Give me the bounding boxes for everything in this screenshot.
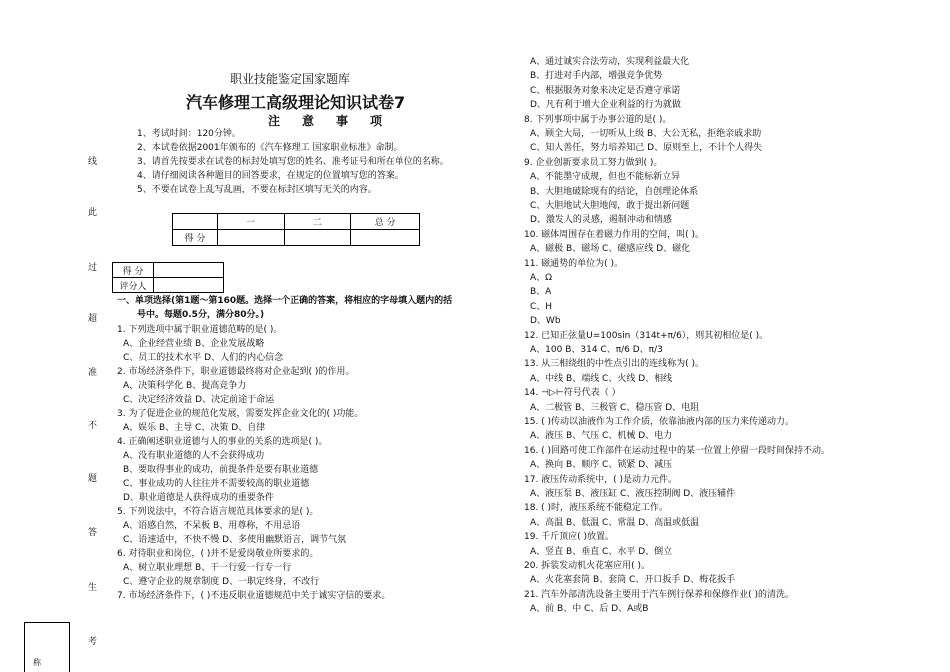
answer-option: A、企业经营业绩 B、企业发展战略 [123,339,265,349]
score-cell[interactable] [351,230,420,246]
answer-option: A、不能墨守成规，但也不能标新立异 [530,172,681,183]
question-text: 7. 市场经济条件下，( )不违反职业道德规范中关于诚实守信的要求。 [117,591,391,601]
margin-char: 准 [88,368,98,378]
answer-option: A、树立职业理想 B、干一行爱一行专一行 [123,563,292,573]
answer-option: C、事业成功的人往往并不需要较高的职业道德 [123,479,310,489]
answer-option: C、根据服务对象来决定是否遵守承诺 [530,85,681,96]
answer-option: B、要取得事业的成功，前提条件是要有职业道德 [123,465,319,475]
name-box [24,622,70,672]
question-text: 2. 市场经济条件下，职业道德最终将对企业起到( )的作用。 [117,367,355,377]
answer-option: D、职业道德是人获得成功的重要条件 [123,493,274,503]
answer-option: D、Wb [530,316,561,327]
answer-option: C、员工的技术水平 D、人们的内心信念 [123,353,284,363]
score-row-label: 得 分 [173,230,218,246]
answer-option: A、竖直 B、垂直 C、水平 D、倒立 [530,546,673,557]
score-cell[interactable] [284,230,351,246]
grader-score-label: 得 分 [113,263,154,278]
answer-option: D、激发人的灵感，遏制冲动和情感 [530,215,672,226]
answer-option: A、没有职业道德的人不会获得成功 [123,451,265,461]
grader-name-cell[interactable] [154,278,224,293]
exam-org-title: 职业技能鉴定国家题库 [230,72,351,86]
question-text: 14. ⊣▷⊢符号代表（ ） [524,388,621,399]
name-box-label: 称 [33,658,41,667]
answer-option: A、Ω [530,273,553,283]
grader-score-cell[interactable] [154,263,224,278]
question-text: 15. ( )传动以油液作为工作介质，依靠油液内部的压力来传递动力。 [524,417,795,427]
question-text: 11. 磁通势的单位为( )。 [524,258,624,269]
question-text: 12. 已知正弦量U=100sin（314t+π/6），则其初相位是( )。 [524,330,769,341]
note-item: 2、本试卷依据2001年颁布的《汽车修理工 国家职业标准》命制。 [137,143,403,153]
notes-heading: 注意事项 [268,114,405,128]
answer-option: A、磁极 B、磁场 C、磁感应线 D、磁化 [530,244,691,255]
answer-option: A、语感自然，不呆板 B、用尊称，不用忌语 [123,521,301,531]
note-item: 3、请首先按要求在试卷的标封处填写您的姓名、准考证号和所在单位的名称。 [137,157,449,167]
score-header-1: 一 [217,214,284,230]
answer-option: A、中线 B、端线 C、火线 D、相线 [530,373,673,384]
question-text: 10. 磁体周围存在着磁力作用的空间，叫( )。 [524,229,705,240]
question-text: 16. ( )回路可使工作部件在运动过程中的某一位置上停留一段时间保持不动。 [524,445,831,456]
grader-table [112,262,224,293]
margin-char: 题 [88,474,98,484]
binding-margin [0,0,100,671]
score-cell[interactable] [217,230,284,246]
question-text: 6. 对待职业和岗位，( )并不是爱岗敬业所要求的。 [117,549,319,559]
answer-option: C、语速适中，不快不慢 D、多使用幽默语言，调节气氛 [123,535,347,545]
question-text: 1. 下列选项中属于职业道德范畴的是( )。 [117,325,283,335]
section-title-cont: 号中。每题0.5分，满分80分。) [137,310,265,320]
margin-char: 线 [88,157,98,167]
margin-char: 答 [88,528,98,538]
margin-char: 考 [88,637,98,647]
score-header-2: 二 [284,214,351,230]
margin-char: 过 [88,263,98,273]
answer-option: A、液压泵 B、液压缸 C、液压控制阀 D、液压辅件 [530,489,736,499]
question-text: 21. 汽车外部清洗设备主要用于汽车例行保养和保修作业( )的清洗。 [524,589,795,600]
answer-option: B、A [530,287,552,298]
margin-char: 超 [88,314,98,324]
answer-option: C、H [530,301,553,312]
score-header-blank [173,214,218,230]
question-text: 17. 液压传动系统中，( )是动力元件。 [524,474,678,485]
answer-option: A、火花塞套筒 B、套筒 C、开口扳手 D、梅花扳手 [530,575,736,586]
margin-char: 生 [88,583,98,593]
question-text: 8. 下列事项中属于办事公道的是( )。 [524,114,672,125]
margin-char: 不 [88,421,98,431]
note-item: 5、不要在试卷上乱写乱画，不要在标封区填写无关的内容。 [137,185,377,195]
answer-option: C、决定经济效益 D、决定前途于命运 [123,395,275,405]
section-title: 一、单项选择(第1题～第160题。选择一个正确的答案，将相应的字母填入题内的括 [117,296,453,306]
answer-option: A、二极管 B、三极管 C、稳压管 D、电阻 [530,402,700,413]
answer-option: C、大胆地试大胆地闯，敢于提出新问题 [530,201,690,211]
margin-char: 此 [88,208,98,218]
answer-option: A、100 B、314 C、π/6 D、π/3 [530,345,663,355]
answer-option: C、遵守企业的规章制度 D、一职定终身，不改行 [123,577,320,587]
grader-name-label: 评分人 [113,278,154,293]
answer-option: A、液压 B、气压 C、机械 D、电力 [530,431,673,442]
question-text: 13. 从三相绕组的中性点引出的连线称为( )。 [524,359,705,370]
answer-option: A、换向 B、顺序 C、锁紧 D、减压 [530,460,673,471]
answer-option: A、高温 B、低温 C、常温 D、高温或低温 [530,517,700,528]
question-text: 18. ( )时，液压系统不能稳定工作。 [524,503,669,514]
score-table [172,213,420,246]
question-text: 20. 拆装发动机火花塞应用( )。 [524,561,651,571]
question-text: 3. 为了促进企业的规范化发展，需要发挥企业文化的( )功能。 [117,409,364,419]
note-item: 4、请仔细阅读各种题目的回答要求，在规定的位置填写您的答案。 [137,171,404,181]
exam-title: 汽车修理工高级理论知识试卷7 [186,93,406,112]
answer-option: A、顾全大局，一切听从上级 B、大公无私，拒绝亲戚求助 [530,129,762,139]
answer-option: B、大胆地破除现有的结论，自创理论体系 [530,186,699,197]
answer-option: A、前 B、中 C、后 D、A或B [530,604,649,615]
answer-option: A、娱乐 B、主导 C、决策 D、自律 [123,423,266,433]
answer-option: A、通过诚实合法劳动，实现利益最大化 [530,57,690,67]
question-text: 5. 下列说法中，不符合语言规范具体要求的是( )。 [117,507,319,517]
answer-option: C、知人善任，努力培养知己 D、原则至上，不计个人得失 [530,143,763,154]
answer-option: A、决策科学化 B、提高竞争力 [123,381,247,391]
question-text: 19. 千斤顶应( )放置。 [524,532,615,543]
score-header-total: 总 分 [351,214,420,230]
question-text: 9. 企业创新要求员工努力做到( )。 [524,157,663,168]
note-item: 1、考试时间：120分钟。 [137,129,241,139]
answer-option: B、打进对手内部，增强竞争优势 [530,71,663,82]
answer-option: D、凡有利于增大企业利益的行为就做 [530,100,681,111]
question-text: 4. 正确阐述职业道德与人的事业的关系的选项是( )。 [117,437,328,447]
